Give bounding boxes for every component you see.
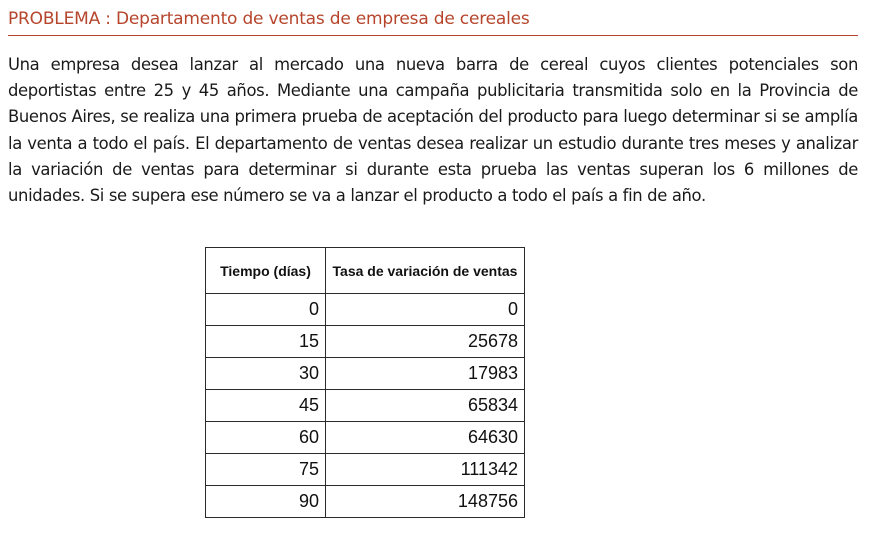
cell-rate: 0 — [326, 294, 525, 326]
cell-time: 75 — [206, 454, 326, 486]
cell-time: 15 — [206, 326, 326, 358]
table-row — [206, 486, 525, 518]
cell-time: 90 — [206, 486, 326, 518]
header-rate: Tasa de variación de ventas — [326, 248, 525, 294]
data-table — [205, 247, 525, 518]
table-row — [206, 358, 525, 390]
cell-time: 30 — [206, 358, 326, 390]
table-row — [206, 294, 525, 326]
page-title: PROBLEMA : Departamento de ventas de empresa de cereales — [8, 9, 530, 29]
cell-rate: 17983 — [326, 358, 525, 390]
cell-time: 45 — [206, 390, 326, 422]
table-header-row — [206, 248, 525, 294]
table-row — [206, 390, 525, 422]
table-row — [206, 454, 525, 486]
title-bar — [8, 6, 858, 36]
cell-rate: 64630 — [326, 422, 525, 454]
header-time: Tiempo (días) — [206, 248, 326, 294]
cell-rate: 65834 — [326, 390, 525, 422]
cell-time: 60 — [206, 422, 326, 454]
cell-rate: 111342 — [326, 454, 525, 486]
cell-rate: 148756 — [326, 486, 525, 518]
table-row — [206, 422, 525, 454]
cell-rate: 25678 — [326, 326, 525, 358]
problem-paragraph: Una empresa desea lanzar al mercado una nueva barra de cereal cuyos clientes potenciales son deportistas entre 25 y 45 años. Mediante una campaña publicitaria transmitida solo en la Provincia de Buenos Aires, se realiza una primera prueba de aceptación del producto para luego determinar si se amplía la venta a todo el país. El departamento de ventas desea realizar un estudio durante tres meses y analizar la variación de ventas para determinar si durante esta prueba las ventas superan los 6 millones de unidades. Si se supera ese número se va a lanzar el producto a todo el país a fin de año. — [8, 55, 858, 206]
cell-time: 0 — [206, 294, 326, 326]
table-row — [206, 326, 525, 358]
